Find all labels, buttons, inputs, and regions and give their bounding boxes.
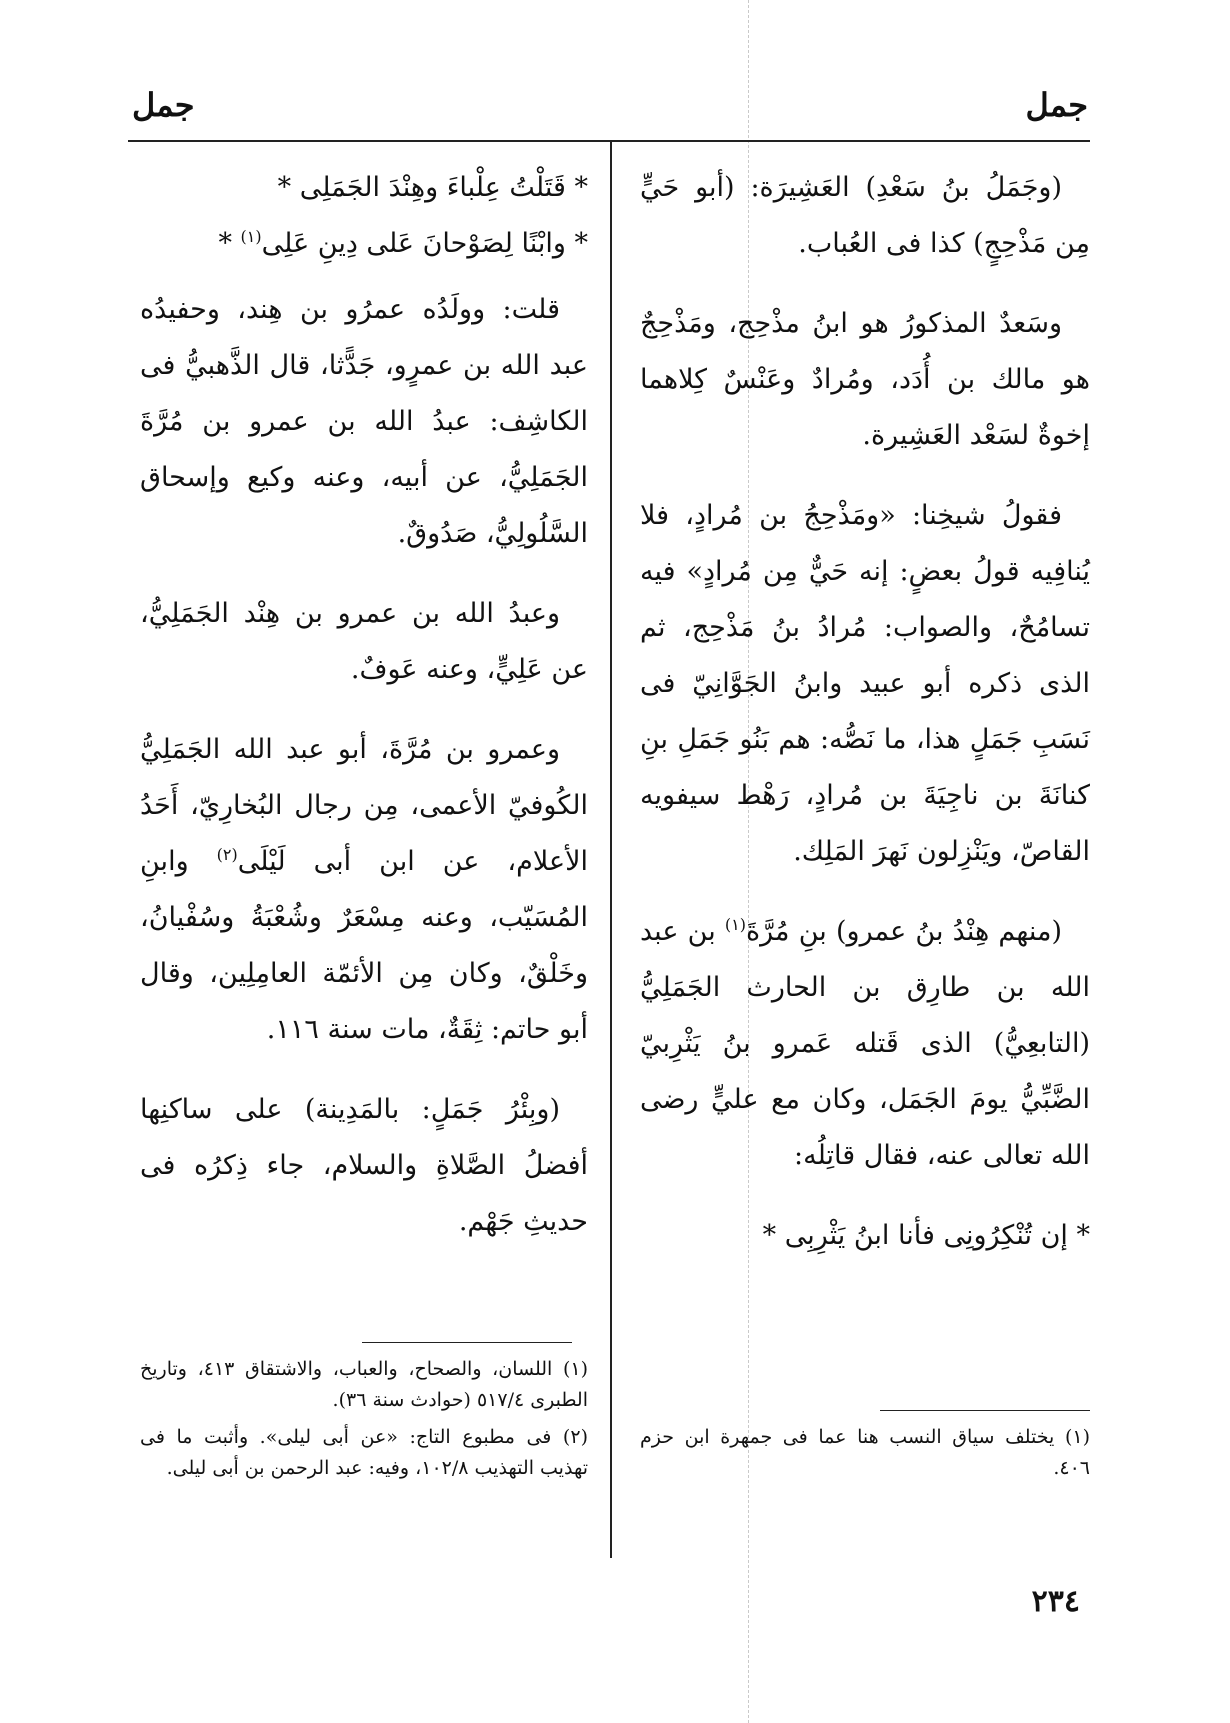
paragraph: [640, 904, 1090, 1184]
paragraph: [140, 722, 588, 1058]
verse-text: * وابْنًا لِصَوْحانَ عَلى دِينِ عَلِى: [261, 228, 588, 259]
verse-text: *: [218, 228, 241, 259]
paragraph-text: وابنِ المُسَيّب، وعنه مِسْعَرٌ وشُعْبَةُ وسُفْيانُ، وخَلْقٌ، وكان مِن الأئمّة العامِلِين، وقال أبو حاتم: ثِقَةٌ، مات سنة ١١٦.: [140, 846, 588, 1045]
right-column: [640, 160, 1090, 1264]
footnote-ref: (١): [240, 227, 262, 246]
left-column: [140, 160, 588, 1274]
verse-line: * قَتَلْتُ عِلْباءَ وهِنْدَ الجَمَلِى *: [277, 172, 588, 203]
footnote: (١) اللسان، والصحاح، والعباب، والاشتقاق ٤١٣، وتاريخ الطبرى ٥١٧/٤ (حوادث سنة ٣٦).: [140, 1358, 588, 1411]
paragraph: (وبِئْرُ جَمَلٍ: بالمَدِينة) على ساكنِها أفضلُ الصَّلاةِ والسلام، جاء ذِكرُه فى حديثِ جَهْم.: [140, 1094, 588, 1237]
footnote-rule-left: [362, 1342, 572, 1343]
column-divider: [610, 142, 612, 1558]
footnote-ref: (٢): [216, 845, 238, 864]
footnote: (١) يختلف سياق النسب هنا عما فى جمهرة ابن حزم ٤٠٦.: [640, 1426, 1090, 1479]
running-head-right: جمل: [1025, 86, 1088, 124]
verse-line: [140, 216, 588, 272]
paragraph: وسَعدٌ المذكورُ هو ابنُ مذْحِج، ومَذْحِجٌ هو مالك بن أُدَد، ومُرادٌ وعَنْسٌ كِلاهما إخوةٌ لسَعْد العَشِيرة.: [640, 308, 1090, 451]
page-number: ٢٣٤: [1031, 1584, 1080, 1619]
paragraph: فقولُ شيخِنا: «ومَذْحِجُ بن مُرادٍ، فلا يُنافِيه قولُ بعضٍ: إنه حَيٌّ مِن مُرادٍ» فيه تسامُحٌ، والصواب: مُرادُ بنُ مَذْحِج، ثم الذى ذكره أبو عبيد وابنُ الجَوَّانِيّ فى نَسَبِ جَمَلٍ هذا، ما نَصُّه: هم بَنُو جَمَلِ بنِ كنانَةَ بن ناجِيَةَ بن مُرادٍ، رَهْط سيفويه القاصّ، ويَنْزِلون نَهرَ المَلِك.: [640, 500, 1090, 867]
footnote: (٢) فى مطبوع التاج: «عن أبى ليلى». وأثبت ما فى تهذيب التهذيب ١٠٢/٨، وفيه: عبد الرحمن بن أبى ليلى.: [140, 1426, 588, 1479]
footnote-rule-right: [880, 1410, 1090, 1411]
paragraph: قلت: وولَدُه عمرُو بن هِند، وحفيدُه عبد الله بن عمرٍو، جَدًّثا، قال الذَّهبيُّ فى الكاشِف: عبدُ الله بن عمرو بن مُرَّةَ الجَمَلِيُّ، عن أبيه، وعنه وكيع وإسحاق السَّلُولِيُّ، صَدُوقٌ.: [140, 294, 588, 549]
verse-line: * إن تُنْكِرُونِى فأنا ابنُ يَثْرِبِى *: [762, 1220, 1090, 1251]
paragraph: (وجَمَلُ بنُ سَعْدِ) العَشِيرَة: (أبو حَيٍّ مِن مَذْحِجٍ) كذا فى العُباب.: [640, 172, 1090, 259]
paragraph-text: وعمرو بن مُرَّةَ، أبو عبد الله الجَمَلِيُّ الكُوفيّ الأعمى، مِن رجال البُخارِيّ، أَحَدُ الأعلام، عن ابن أبى لَيْلَى: [140, 734, 588, 877]
paragraph: وعبدُ الله بن عمرو بن هِنْد الجَمَلِيُّ، عن عَلِيٍّ، وعنه عَوفٌ.: [140, 598, 588, 685]
right-footnotes: [640, 1422, 1090, 1490]
left-footnotes: [140, 1354, 588, 1490]
footnote-ref: (١): [724, 915, 747, 934]
running-head-left: جمل: [132, 86, 195, 124]
header-rule: [128, 140, 1090, 142]
paragraph-text: (منهم هِنْدُ بنُ عمرو) بنِ مُرَّةَ: [746, 916, 1062, 947]
paragraph-text: بن عبد الله بن طارِق بن الحارث الجَمَلِيُّ (التابعِيُّ) الذى قَتله عَمرو بنُ يَثْرِبيّ الضَّبِّيُّ يومَ الجَمَل، وكان مع عليٍّ رضى الله تعالى عنه، فقال قاتِلُه:: [640, 916, 1090, 1171]
